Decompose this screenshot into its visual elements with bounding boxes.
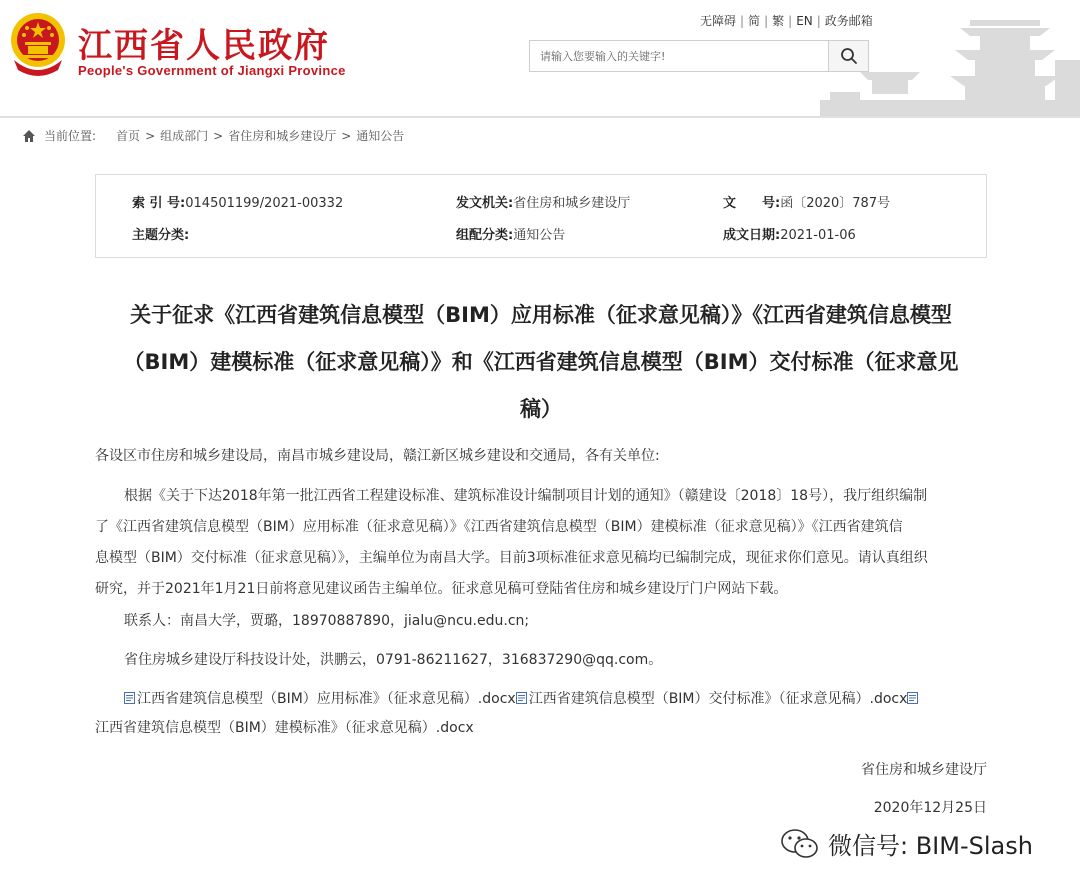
- attachment-name: 江西省建筑信息模型（BIM）应用标准》（征求意见稿）.docx: [137, 691, 516, 707]
- breadcrumb-notices[interactable]: 通知公告: [356, 129, 405, 143]
- contact-nanchang: 联系人：南昌大学，贾璐，18970887890，jialu@ncu.edu.cn;: [124, 613, 530, 629]
- attachments-continued: [95, 713, 987, 744]
- meta-group-value: 通知公告: [513, 228, 566, 243]
- attachment-name: 江西省建筑信息模型（BIM）交付标准》（征求意见稿）.docx: [528, 691, 908, 707]
- attachment-link[interactable]: [124, 691, 516, 707]
- breadcrumb-label: 当前位置:: [44, 129, 97, 143]
- meta-group: [456, 224, 565, 243]
- document-meta-box: [95, 174, 987, 258]
- gov-mail-link[interactable]: 政务邮箱: [824, 14, 873, 28]
- separator: |: [764, 14, 769, 28]
- separator: |: [740, 14, 745, 28]
- site-header: [0, 0, 1080, 118]
- salutation: 各设区市住房和城乡建设局，南昌市城乡建设局，赣江新区城乡建设和交通局，各有关单位:: [95, 448, 660, 464]
- paragraph-line: 息模型（BIM）交付标准（征求意见稿）》，主编单位为南昌大学。目前3项标准征求意见稿均已编制完成，现征求你们意见。请认真组织: [95, 550, 928, 566]
- paragraph-line: 根据《关于下达2018年第一批江西省工程建设标准、建筑标准设计编制项目计划的通知》（赣建设〔2018〕18号），我厅组织编制: [124, 488, 928, 504]
- word-doc-icon: [124, 692, 135, 704]
- meta-index-label: 索 引 号:: [132, 196, 186, 211]
- meta-index-value: 014501199/2021-00332: [185, 196, 344, 211]
- breadcrumb-arrow: >: [213, 128, 224, 143]
- meta-date: [723, 224, 856, 243]
- document-title-line: （BIM）建模标准（征求意见稿）》和《江西省建筑信息模型（BIM）交付标准（征求意见: [123, 350, 959, 374]
- site-subtitle: People's Government of Jiangxi Province: [78, 63, 346, 78]
- breadcrumb-departments[interactable]: 组成部门: [160, 129, 209, 143]
- national-emblem-icon: [8, 10, 68, 78]
- meta-issuer: [456, 192, 630, 211]
- document-title-line: 稿）: [520, 397, 562, 421]
- main-paragraph: [95, 481, 987, 605]
- attachment-link[interactable]: [516, 691, 908, 707]
- breadcrumb-arrow: >: [145, 128, 156, 143]
- meta-issuer-label: 发文机关:: [456, 196, 514, 211]
- traditional-chinese-link[interactable]: 繁: [772, 14, 785, 28]
- document-title-line: 关于征求《江西省建筑信息模型（BIM）应用标准（征求意见稿）》《江西省建筑信息模型: [130, 303, 952, 327]
- attachments: [95, 684, 987, 715]
- word-doc-icon: [907, 692, 918, 704]
- meta-issuer-value: 省住房和城乡建设厅: [513, 196, 631, 211]
- meta-topic: [132, 224, 189, 243]
- header-divider: [0, 116, 1080, 118]
- simplified-chinese-link[interactable]: 简: [748, 14, 761, 28]
- search-icon: [840, 47, 858, 65]
- signature-date: 2020年12月25日: [873, 800, 987, 816]
- breadcrumb-home[interactable]: 首页: [116, 129, 141, 143]
- wechat-icon: [780, 827, 820, 861]
- meta-docno: [723, 192, 890, 211]
- meta-docno-label: 文 号:: [723, 196, 781, 211]
- home-icon: [22, 129, 36, 143]
- paragraph-line: 了《江西省建筑信息模型（BIM）应用标准（征求意见稿）》《江西省建筑信息模型（BIM）建模标准（征求意见稿）》《江西省建筑信: [95, 519, 903, 535]
- search-input[interactable]: [530, 41, 828, 71]
- search-box: [529, 40, 869, 72]
- meta-group-label: 组配分类:: [456, 228, 514, 243]
- signature-org: 省住房和城乡建设厅: [861, 762, 987, 778]
- paragraph-line: 研究，并于2021年1月21日前将意见建议函告主编单位。征求意见稿可登陆省住房和城乡建设厅门户网站下载。: [95, 581, 788, 597]
- watermark-text: 微信号: BIM-Slash: [828, 832, 1033, 860]
- document-title: [95, 292, 987, 433]
- contact-dept: 省住房城乡建设厅科技设计处，洪鹏云，0791-86211627，316837290@qq.com。: [124, 652, 663, 668]
- word-doc-icon: [516, 692, 527, 704]
- separator: |: [788, 14, 793, 28]
- meta-docno-value: 函〔2020〕787号: [780, 196, 891, 211]
- breadcrumb-arrow: >: [341, 128, 352, 143]
- meta-index: [132, 192, 343, 211]
- site-title: 江西省人民政府: [78, 26, 330, 66]
- top-links: [700, 12, 873, 29]
- wechat-watermark: [780, 826, 1033, 861]
- search-button[interactable]: [828, 41, 868, 71]
- breadcrumb-housing-dept[interactable]: 省住房和城乡建设厅: [228, 129, 337, 143]
- accessibility-link[interactable]: 无障碍: [700, 14, 737, 28]
- meta-topic-label: 主题分类:: [132, 228, 190, 243]
- attachment-link[interactable]: [95, 720, 474, 736]
- english-link[interactable]: EN: [796, 14, 813, 28]
- attachment-name: 江西省建筑信息模型（BIM）建模标准》（征求意见稿）.docx: [95, 720, 474, 736]
- breadcrumb: [22, 127, 404, 144]
- meta-date-label: 成文日期:: [723, 228, 781, 243]
- meta-date-value: 2021-01-06: [780, 228, 856, 243]
- separator: |: [816, 14, 821, 28]
